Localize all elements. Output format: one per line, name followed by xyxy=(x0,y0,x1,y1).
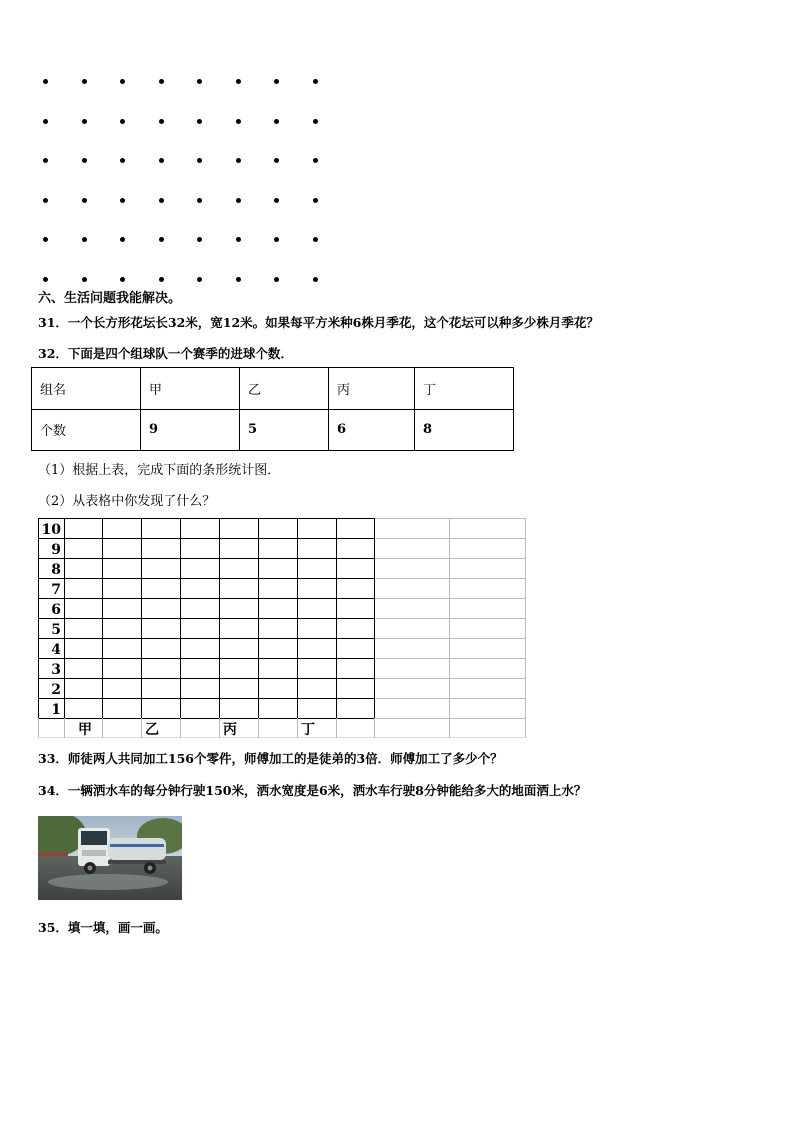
grid-dot xyxy=(197,277,202,282)
question-35: 35．填一填，画一画。 xyxy=(38,920,168,935)
table-row xyxy=(32,409,514,451)
grid-dot xyxy=(43,277,48,282)
grid-dot xyxy=(120,237,125,242)
group-cell: 乙 xyxy=(240,368,329,410)
grid-dot xyxy=(197,79,202,84)
grid-dot xyxy=(43,79,48,84)
y-tick-label: 2 xyxy=(51,682,61,698)
question-31: 31．一个长方形花坛长32米，宽12米。如果每平方米种6株月季花，这个花坛可以种多少株月季花？ xyxy=(38,315,599,330)
question-32-sub2: （2）从表格中你发现了什么？ xyxy=(38,494,216,509)
grid-dot xyxy=(236,158,241,163)
grid-dot xyxy=(313,237,318,242)
grid-dot xyxy=(313,158,318,163)
grid-dot xyxy=(274,198,279,203)
grid-dot xyxy=(197,158,202,163)
grid-dot xyxy=(43,158,48,163)
y-tick-label: 9 xyxy=(51,542,61,558)
question-34: 34．一辆洒水车的每分钟行驶150米，洒水宽度是6米，洒水车行驶8分钟能给多大的地面洒上水？ xyxy=(38,783,587,798)
watering-truck-photo xyxy=(38,816,182,900)
group-cell: 丙 xyxy=(329,368,415,410)
count-cell: 9 xyxy=(141,409,240,451)
grid-dot xyxy=(313,277,318,282)
question-32-sub1: （1）根据上表，完成下面的条形统计图． xyxy=(38,463,281,478)
grid-dot xyxy=(274,237,279,242)
grid-dot xyxy=(82,237,87,242)
grid-dot xyxy=(236,79,241,84)
grid-dot xyxy=(197,198,202,203)
grid-dot xyxy=(274,79,279,84)
grid-dot xyxy=(82,119,87,124)
grid-dot xyxy=(274,119,279,124)
grid-dot xyxy=(82,277,87,282)
goals-table xyxy=(31,367,514,451)
x-category-label: 甲 xyxy=(78,722,92,738)
grid-dot xyxy=(236,237,241,242)
grid-dot xyxy=(120,119,125,124)
grid-dot xyxy=(197,119,202,124)
grid-dot xyxy=(274,158,279,163)
count-cell: 5 xyxy=(240,409,329,451)
grid-dot xyxy=(120,79,125,84)
y-tick-label: 8 xyxy=(51,562,61,578)
grid-dot xyxy=(159,158,164,163)
bar-chart-grid xyxy=(38,518,528,738)
count-cell: 8 xyxy=(415,409,514,451)
grid-dot xyxy=(159,119,164,124)
x-category-label: 乙 xyxy=(145,722,159,738)
grid-dot xyxy=(82,198,87,203)
y-tick-label: 10 xyxy=(41,522,61,538)
grid-dot xyxy=(120,277,125,282)
grid-dot xyxy=(82,158,87,163)
question-32: 32．下面是四个组球队一个赛季的进球个数． xyxy=(38,346,293,361)
grid-dot xyxy=(120,158,125,163)
row-header-group: 组名 xyxy=(32,368,141,410)
grid-dot xyxy=(236,119,241,124)
grid-dot xyxy=(159,198,164,203)
y-tick-label: 5 xyxy=(51,622,61,638)
dot-grid xyxy=(0,0,794,300)
y-tick-label: 1 xyxy=(51,702,61,718)
grid-dot xyxy=(82,79,87,84)
grid-dot xyxy=(43,119,48,124)
grid-dot xyxy=(313,79,318,84)
x-category-label: 丁 xyxy=(301,722,315,738)
grid-dot xyxy=(120,198,125,203)
grid-dot xyxy=(43,237,48,242)
question-33: 33．师徒两人共同加工156个零件，师傅加工的是徒弟的3倍．师傅加工了多少个？ xyxy=(38,751,503,766)
grid-dot xyxy=(313,198,318,203)
grid-dot xyxy=(159,277,164,282)
row-header-count: 个数 xyxy=(32,409,141,451)
grid-dot xyxy=(197,237,202,242)
grid-dot xyxy=(43,198,48,203)
group-cell: 甲 xyxy=(141,368,240,410)
y-tick-label: 3 xyxy=(51,662,61,678)
grid-dot xyxy=(159,237,164,242)
y-tick-label: 6 xyxy=(51,602,61,618)
grid-dot xyxy=(313,119,318,124)
y-tick-label: 4 xyxy=(51,642,61,658)
section-title: 六、生活问题我能解决。 xyxy=(38,291,182,306)
x-category-label: 丙 xyxy=(223,722,237,738)
grid-dot xyxy=(236,198,241,203)
grid-dot xyxy=(236,277,241,282)
y-tick-label: 7 xyxy=(51,582,61,598)
group-cell: 丁 xyxy=(415,368,514,410)
count-cell: 6 xyxy=(329,409,415,451)
table-row xyxy=(32,368,514,410)
grid-dot xyxy=(159,79,164,84)
grid-dot xyxy=(274,277,279,282)
